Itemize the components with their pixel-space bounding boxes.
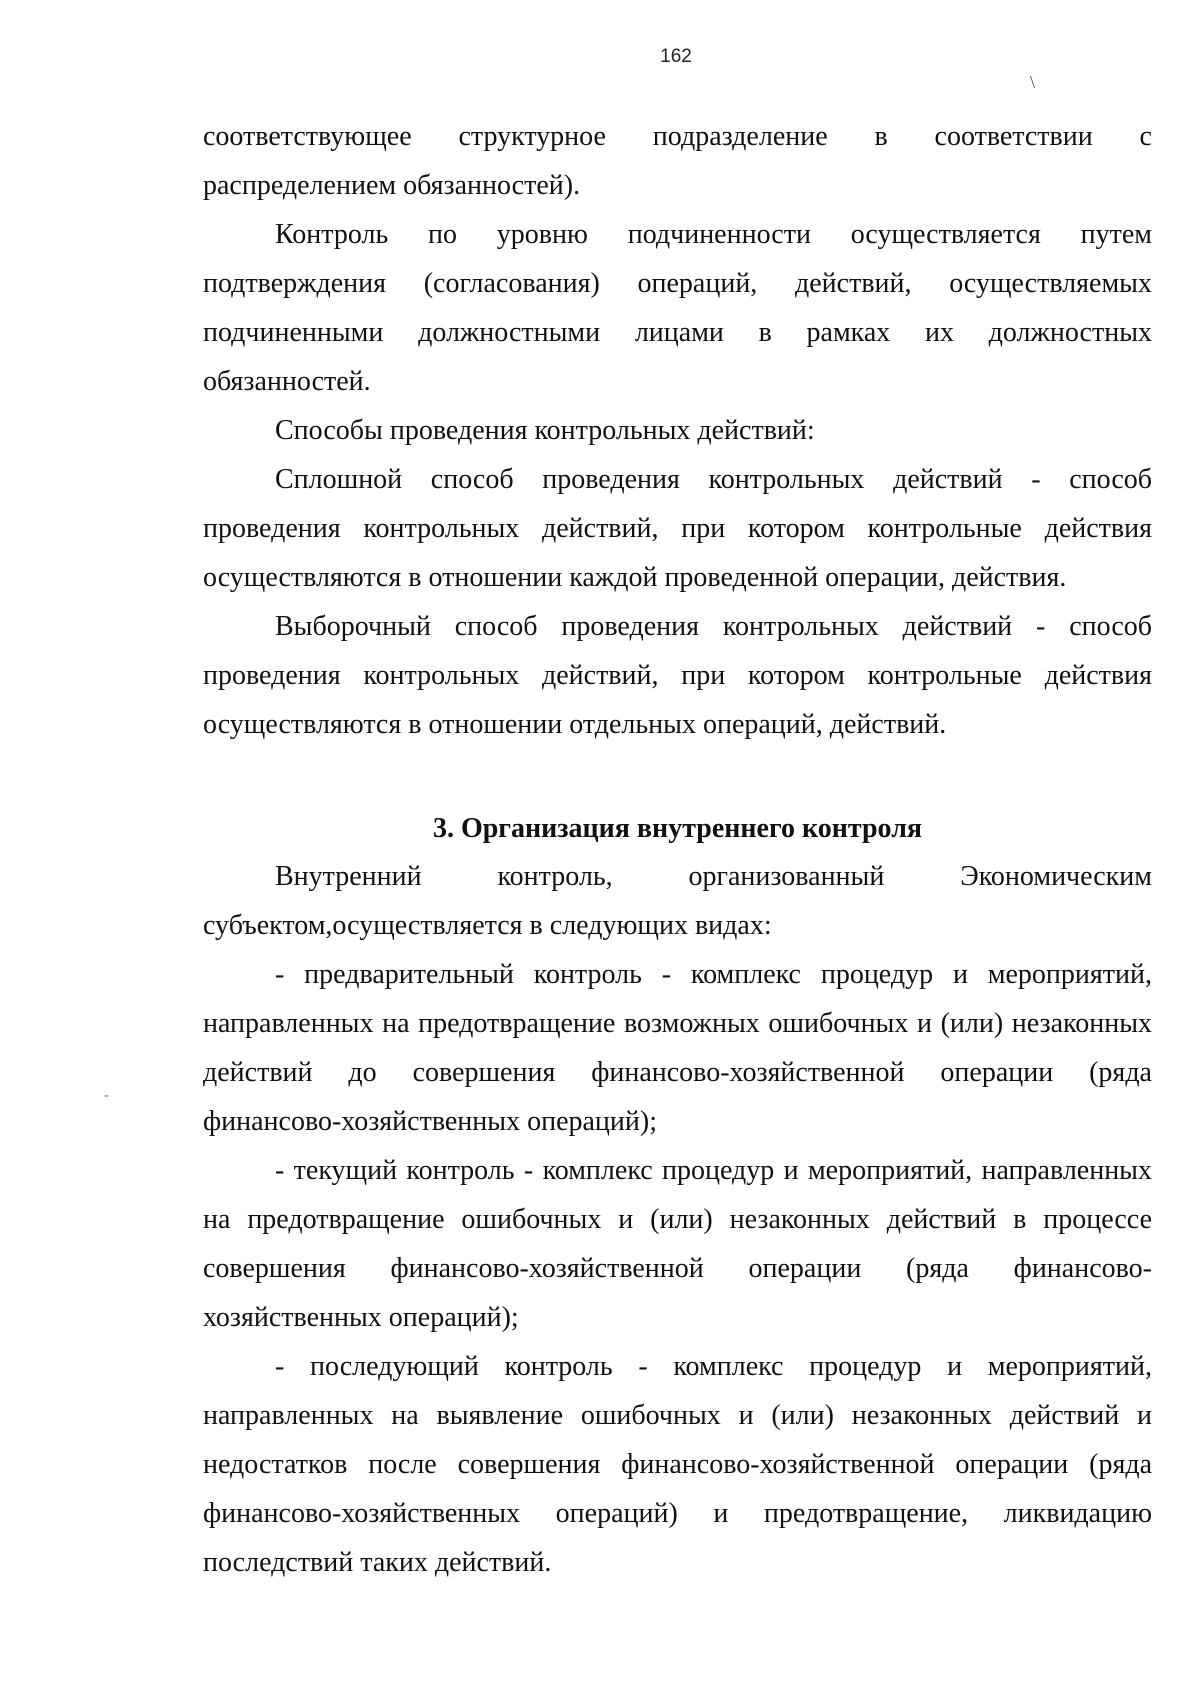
paragraph-subordination-control: Контроль по уровню подчиненности осуществляется путем подтверждения (согласования) операций, действий, осуществляемых подчиненными должностными лицами в рамках их должностных обязанностей. [203,219,1152,397]
paragraph-control-types-intro: Внутренний контроль, организованный Экономическим субъектом,осуществляется в следующих видах: [203,861,1152,941]
paragraph-sample-method: Выборочный способ проведения контрольных действий - способ проведения контрольных действий, при котором контрольные действия осуществляются в отношении отдельных операций, действий. [203,611,1152,740]
scan-dash: - [104,1088,109,1103]
paragraph-control-methods-intro: Способы проведения контрольных действий: [275,415,815,446]
page-number: 162 [660,46,692,67]
scan-mark: \ [1030,72,1036,92]
paragraph-subsequent-control: - последующий контроль - комплекс процедур и мероприятий, направленных на выявление ошибочных и (или) незаконных действий и недостатков после совершения финансово-хозяйственной операции (ряда финансово-хозяйственных операций) и предотвращение, ликвидацию последствий таких действий. [203,1351,1152,1578]
section-heading: 3. Организация внутреннего контроля [432,813,923,844]
document-body [203,112,1152,1587]
paragraph-continuation: соответствующее структурное подразделение в соответствии с распределением обязанностей). [203,121,1152,201]
paragraph-current-control: - текущий контроль - комплекс процедур и мероприятий, направленных на предотвращение ошибочных и (или) незаконных действий в процессе совершения финансово-хозяйственной операции (ряда финансово-хозяйственных операций); [203,1155,1152,1333]
paragraph-continuous-method: Сплошной способ проведения контрольных действий - способ проведения контрольных действий, при котором контрольные действия осуществляются в отношении каждой проведенной операции, действия. [203,464,1152,593]
paragraph-preliminary-control: - предварительный контроль - комплекс процедур и мероприятий, направленных на предотвращение возможных ошибочных и (или) незаконных действий до совершения финансово-хозяйственной операции (ряда финансово-хозяйственных операций); [203,959,1152,1137]
